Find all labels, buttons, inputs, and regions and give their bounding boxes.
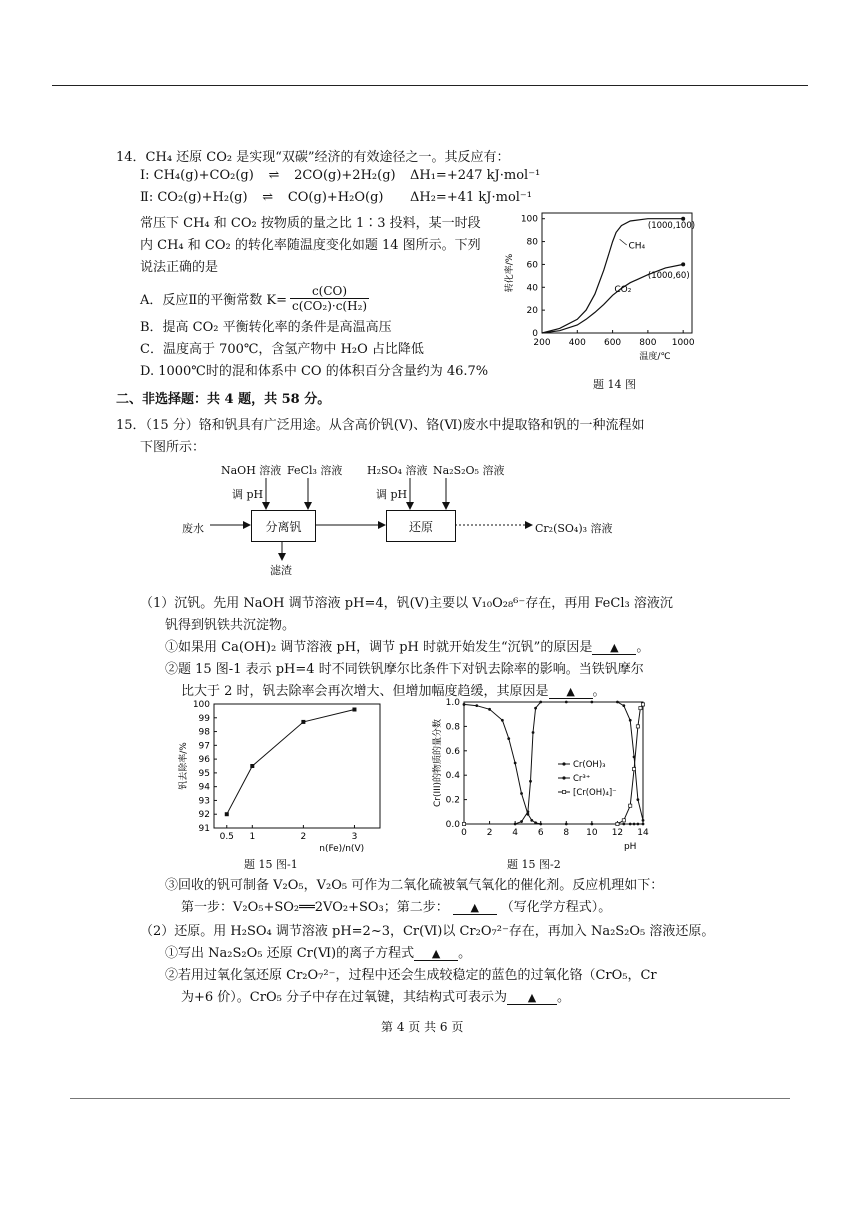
period: 。 [458, 946, 472, 961]
y-tick-label: 0.0 [445, 820, 460, 830]
q14-stem3: 说法正确的是 [140, 260, 219, 275]
y-tick-label: 99 [198, 713, 210, 724]
annotation: (1000,60) [647, 271, 690, 282]
data-point [622, 819, 625, 822]
x-tick-label: 200 [533, 338, 551, 348]
data-point [616, 822, 619, 825]
data-point [539, 701, 542, 704]
data-point [636, 798, 639, 801]
flow-naoh-label: NaOH 溶液 [221, 464, 282, 477]
y-tick-label: 80 [526, 237, 538, 248]
fraction-numerator: c(CO) [311, 284, 348, 298]
y-axis-label: Cr(III)的物质的量分数 [433, 719, 443, 807]
period: 。 [592, 684, 606, 699]
reaction2-left: Ⅱ: CO₂(g)+H₂(g) [140, 190, 248, 205]
series-label-ch4: CH₄ [628, 241, 646, 252]
q15-p1-q1-text: ①如果用 Ca(OH)₂ 调节溶液 pH，调节 pH 时就开始发生“沉钒”的原因是 [165, 640, 593, 655]
data-point [352, 708, 356, 712]
data-point [501, 719, 504, 722]
x-tick-label: 0 [461, 828, 467, 838]
x-tick-label: 0.5 [219, 832, 234, 842]
x-tick-label: 400 [568, 338, 586, 348]
fraction-denominator: c(CO₂)·c(H₂) [291, 299, 368, 313]
q15-p1-q1 [165, 636, 649, 655]
series-line-2 [464, 704, 643, 824]
series-line-0 [464, 704, 643, 824]
x-axis-label: 温度/℃ [639, 352, 671, 362]
y-tick-label: 40 [526, 283, 538, 294]
x-tick-label: 8 [563, 828, 570, 838]
q15-p1-q3b-post: （写化学方程式）。 [500, 900, 612, 915]
x-tick-label: 4 [512, 828, 519, 838]
data-point [225, 812, 229, 816]
data-point [250, 764, 254, 768]
data-point [590, 701, 593, 704]
data-point [534, 707, 537, 710]
data-point [530, 819, 533, 822]
data-point [520, 792, 523, 795]
section-2-heading: 二、非选择题：共 4 题，共 58 分。 [116, 392, 331, 407]
q15-p1-q2a: ②题 15 图-1 表示 pH=4 时不同铁钒摩尔比条件下对钒去除率的影响。当铁钒摩尔 [165, 662, 644, 677]
annotation: (1000,100) [647, 220, 696, 231]
x-tick-label: 3 [351, 832, 358, 842]
data-point [632, 768, 635, 771]
data-point [514, 762, 517, 765]
q15-p1-line2: 钒得到钒铁共沉淀物。 [165, 618, 296, 633]
q14-option-b: B．提高 CO₂ 平衡转化率的条件是高温高压 [140, 320, 392, 335]
legend-marker [562, 776, 565, 779]
page-footer: 第 4 页 共 6 页 [381, 1020, 464, 1034]
flow-fecl3-label: FeCl₃ 溶液 [287, 464, 343, 477]
data-point [462, 822, 465, 825]
legend-label: Cr(OH)₃ [573, 760, 606, 770]
q14-dh2: ΔH₂=+41 kJ·mol⁻¹ [410, 190, 533, 205]
flow-adjust-ph-1: 调 pH [232, 488, 264, 501]
data-point [622, 704, 625, 707]
x-tick-label: 800 [639, 338, 657, 348]
data-point [622, 823, 625, 826]
x-tick-label: 12 [611, 828, 624, 838]
data-point [641, 703, 644, 706]
q15-p2-q1 [165, 942, 471, 961]
flow-box-reduction: 还原 [386, 510, 456, 542]
data-point [565, 701, 568, 704]
data-point [629, 823, 632, 826]
flow-product: Cr₂(SO₄)₃ 溶液 [535, 522, 613, 535]
answer-blank[interactable]: ▲ [549, 685, 593, 699]
y-tick-label: 0.8 [445, 722, 460, 733]
equilibrium-arrow-icon: ⇌ [268, 168, 280, 183]
y-tick-label: 60 [526, 260, 538, 271]
reaction1-left: Ⅰ: CH₄(g)+CO₂(g) [140, 168, 254, 183]
data-point [629, 719, 632, 722]
legend-marker [563, 790, 566, 793]
x-tick-label: 10 [586, 828, 598, 838]
data-point [488, 708, 491, 711]
y-tick-label: 96 [198, 755, 210, 766]
q15-p1-q3b [181, 896, 611, 915]
series-line [227, 710, 355, 815]
x-tick-label: 6 [537, 828, 544, 838]
y-tick-label: 0 [532, 329, 538, 339]
data-point [463, 703, 466, 706]
legend-marker [562, 762, 565, 765]
y-axis-label: 钒去除率/% [179, 742, 189, 790]
y-tick-label: 0.2 [445, 795, 460, 806]
data-point [616, 701, 619, 704]
flow-box-separate-vanadium: 分离钒 [251, 510, 316, 542]
x-tick-label: 2 [486, 828, 493, 838]
series-label-co2: CO₂ [614, 284, 632, 295]
data-point [642, 819, 645, 822]
flow-na2s2o5-label: Na₂S₂O₅ 溶液 [433, 464, 505, 477]
equilibrium-arrow-icon: ⇌ [262, 190, 274, 205]
data-point [301, 720, 305, 724]
legend-label: Cr³⁺ [573, 774, 591, 784]
y-tick-label: 91 [198, 824, 210, 834]
y-tick-label: 0.6 [445, 746, 460, 757]
fig15-1-caption: 题 15 图-1 [244, 858, 298, 871]
fig15-1-frame [214, 704, 380, 828]
data-point [507, 737, 510, 740]
y-tick-label: 0.4 [445, 771, 460, 782]
y-tick-label: 94 [198, 782, 210, 793]
fig15-2-frame [464, 702, 643, 824]
period: 。 [636, 640, 650, 655]
q15-p2-q2b [181, 986, 570, 1005]
data-point [633, 823, 636, 826]
q15-p2-q2b-text: 为+6 价）。CrO₅ 分子中存在过氧键，其结构式可表示为 [181, 990, 507, 1005]
flow-residue: 滤渣 [270, 564, 292, 577]
x-axis-label: n(Fe)/n(V) [319, 844, 365, 854]
q14-option-c: C．温度高于 700℃，含氢产物中 H₂O 占比降低 [140, 342, 424, 357]
y-tick-label: 93 [198, 796, 210, 807]
reaction2-right: CO(g)+H₂O(g) [287, 190, 384, 205]
answer-blank[interactable]: ▲ [414, 947, 458, 961]
y-tick-label: 100 [520, 214, 538, 225]
y-tick-label: 98 [198, 727, 210, 738]
series-line-1 [464, 702, 643, 824]
y-tick-label: 1.0 [445, 698, 460, 708]
fig15-2-chart [430, 696, 655, 858]
fig15-1-chart [176, 696, 386, 854]
q15-p1-q3b-pre: 第一步：V₂O₅+SO₂══2VO₂+SO₃；第二步： [181, 900, 449, 915]
flow-h2so4-label: H₂SO₄ 溶液 [367, 464, 428, 477]
answer-blank[interactable]: ▲ [453, 901, 497, 915]
x-tick-label: 2 [300, 832, 307, 842]
data-point [527, 810, 530, 813]
x-tick-label: 1000 [671, 338, 695, 348]
y-tick-label: 20 [526, 306, 538, 317]
q14-stem2: 内 CH₄ 和 CO₂ 的转化率随温度变化如题 14 图所示。下列 [140, 238, 481, 253]
data-point [636, 823, 639, 826]
y-tick-label: 97 [198, 741, 210, 752]
data-point [529, 780, 532, 783]
data-point [532, 731, 535, 734]
x-tick-label: 14 [637, 828, 649, 838]
answer-blank[interactable]: ▲ [507, 991, 557, 1005]
q15-p2-line1: （2）还原。用 H₂SO₄ 调节溶液 pH=2~3，Cr(Ⅵ)以 Cr₂O₇²⁻存在，再加入 Na₂S₂O₅ 溶液还原。 [140, 924, 715, 939]
y-tick-label: 95 [198, 768, 210, 779]
y-tick-label: 92 [198, 810, 210, 821]
answer-blank[interactable]: ▲ [592, 641, 636, 655]
fig15-2-caption: 题 15 图-2 [507, 858, 561, 871]
q15-p1-line1: （1）沉钒。先用 NaOH 调节溶液 pH=4，钒(Ⅴ)主要以 V₁₀O₂₈⁶⁻存在，再用 FeCl₃ 溶液沉 [140, 596, 673, 611]
option-a-prefix: A．反应Ⅱ的平衡常数 K= [140, 293, 287, 308]
bottom-rule [70, 1098, 790, 1099]
data-point [520, 820, 523, 823]
q15-line1: 15．（15 分）铬和钒具有广泛用途。从含高价钒(Ⅴ)、铬(Ⅵ)废水中提取铬和钒的一种流程如 [116, 418, 645, 433]
q15-p2-q1-text: ①写出 Na₂S₂O₅ 还原 Cr(Ⅵ)的离子方程式 [165, 946, 415, 961]
q14-stem1: 常压下 CH₄ 和 CO₂ 按物质的量之比 1∶3 投料，某一时段 [140, 216, 481, 231]
legend-label: [Cr(OH)₄]⁻ [573, 788, 617, 798]
flow-wastewater: 废水 [182, 522, 204, 535]
period: 。 [556, 990, 570, 1005]
q15-p2-q2a: ②若用过氧化氢还原 Cr₂O₇²⁻，过程中还会生成较稳定的蓝色的过氧化铬（CrO₅，Cr [165, 968, 657, 983]
data-point [629, 804, 632, 807]
x-tick-label: 600 [603, 338, 622, 348]
x-axis-label: pH [623, 842, 637, 852]
y-axis-label: 转化率/% [505, 253, 515, 293]
q14-option-d: D. 1000℃时的混和体系中 CO 的体积百分含量约为 46.7% [140, 364, 489, 379]
q14-dh1: ΔH₁=+247 kJ·mol⁻¹ [410, 168, 541, 183]
q14-line1: 14．CH₄ 还原 CO₂ 是实现“双碳”经济的有效途径之一。其反应有： [116, 150, 510, 165]
flow-adjust-ph-2: 调 pH [376, 488, 408, 501]
q15-p1-q2b-text: 比大于 2 时，钒去除率会再次增大、但增加幅度趋缓，其原因是 [181, 684, 549, 699]
fig14-caption: 题 14 图 [593, 378, 636, 391]
data-point [636, 725, 639, 728]
data-point [639, 707, 642, 710]
data-point [642, 823, 645, 826]
reaction1-right: 2CO(g)+2H₂(g) [294, 168, 396, 183]
flow-arrows [0, 0, 860, 600]
q15-p1-q3a: ③回收的钒可制备 V₂O₅，V₂O₅ 可作为二氧化硫被氧气氧化的催化剂。反应机理如下： [165, 878, 664, 893]
y-tick-label: 100 [192, 700, 210, 710]
q15-line2: 下图所示： [140, 440, 206, 455]
data-point [475, 704, 478, 707]
x-tick-label: 1 [249, 832, 256, 842]
